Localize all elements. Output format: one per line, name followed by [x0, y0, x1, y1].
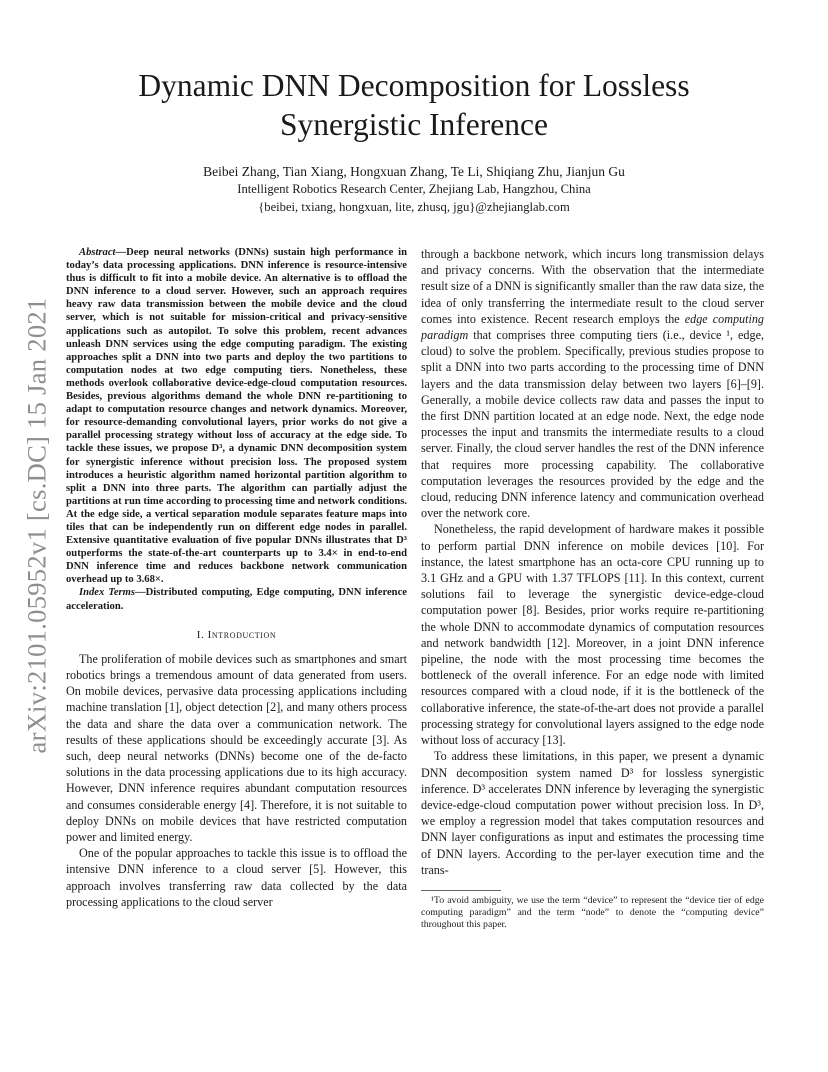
abstract: [66, 246, 407, 586]
intro-paragraph-3-part-a: through a backbone network, which incurs long transmission delays and privacy concerns. With the observation that the intermediate result size of a DNN is significantly smaller than the raw data size, the idea of only transferring the intermediate result to the cloud server comes into existence. Recent research employs the: [421, 247, 764, 326]
affiliation: Intelligent Robotics Research Center, Zhejiang Lab, Hangzhou, China: [237, 182, 591, 196]
footnote-1: ¹To avoid ambiguity, we use the term “device” to represent the “device tier of edge computing paradigm” and the term “node” to denote the “computing device” throughout this paper.: [421, 894, 764, 930]
paper-title: [60, 66, 768, 144]
email-list: {beibei, txiang, hongxuan, lite, zhusq, jgu}@zhejianglab.com: [258, 200, 570, 214]
edge-computing-paradigm-term: edge computing paradigm: [421, 311, 764, 343]
abstract-text: —Deep neural networks (DNNs) sustain high performance in today’s data processing applications. DNN inference is resource-intensive thus is difficult to fit into a mobile device. An alternative is to offload the DNN inference to a cloud server. However, such an approach requires heavy raw data transmission between the mobile device and the cloud server, which is not suitable for mission-critical and privacy-sensitive applications such as autopilot. To solve this problem, recent advances unleash DNN services using the edge computing paradigm. The existing approaches split a DNN into two parts and deploy the two partitions to computation nodes at two edge computing tiers. Nonetheless, these methods overlook collaborative device-edge-cloud computation resources. Besides, previous algorithms demand the whole DNN re-partitioning to adapt to computation resource changes and network dynamics. Moreover, for resource-demanding convolutional layers, prior works do not give a parallel processing strategy without loss of accuracy at the edge side. To tackle these issues, we propose D³, a dynamic DNN decomposition system for synergistic inference without precision loss. The proposed system introduces a heuristic algorithm named horizontal partition algorithm to split a DNN into three parts. The algorithm can partially adjust the partitions at run time according to processing time and network conditions. At the edge side, a vertical separation module separates feature maps into tiles that can be independently run on different edge nodes in parallel. Extensive quantitative evaluation of five popular DNNs illustrates that D³ outperforms the state-of-the-art counterparts up to 3.4× in end-to-end DNN inference time and reduces backbone network communication overhead up to 3.68×.: [66, 247, 407, 586]
intro-paragraph-2: One of the popular approaches to tackle this issue is to offload the intensive DNN inference to a cloud server [5]. However, this approach involves transferring raw data collected by the data processing applications to the cloud server: [66, 846, 407, 909]
title-line-1: Dynamic DNN Decomposition for Lossless: [138, 68, 690, 103]
left-column: [66, 246, 407, 910]
index-terms-text: —Distributed computing, Edge computing, DNN inference acceleration.: [66, 587, 407, 612]
abstract-label: Abstract: [79, 247, 116, 258]
arxiv-identifier-text: arXiv:2101.05952v1 [cs.DC] 15 Jan 2021: [21, 297, 52, 753]
intro-paragraph-4: Nonetheless, the rapid development of hardware makes it possible to perform partial DNN inference on mobile devices [10]. For instance, the latest smartphone has an octa-core CPU running up to 3.1 GHz and a GPU with 1.37 TFLOPS [11]. In this context, current solutions fail to leverage the synergistic device-edge-cloud computation power [8]. Besides, prior works require re-partitioning the whole DNN to accommodate dynamics of computation resources and network bandwidth [12]. Moreover, in a joint DNN inference pipeline, the node with the most processing time becomes the bottleneck of the overall inference. For an edge node with limited resources compared with a cloud node, if it is the bottleneck of the collaborative inference, the state-of-the-art does not provide a parallel processing strategy for convolutional layers assigned to the edge node without loss of accuracy [13].: [421, 522, 764, 748]
intro-paragraph-1: The proliferation of mobile devices such as smartphones and smart robotics brings a tremendous amount of data generated from users. On mobile devices, pervasive data processing applications including machine translation [1], object detection [2], and many others process the data and share the data over a communication network. The results of these applications should be exceedingly accurate [3]. As such, deep neural networks (DNNs) become one of the de-facto solutions in the data processing applications due to its high accuracy. However, DNN inference requires abundant computation resources and consumes considerable energy [4]. Therefore, it is not suitable to deploy DNNs on mobile devices that have restricted computation power and limited energy.: [66, 651, 407, 845]
index-terms-label: Index Terms: [79, 587, 136, 599]
intro-paragraph-3: [421, 246, 764, 521]
right-column: [421, 246, 764, 931]
intro-paragraph-5: To address these limitations, in this paper, we present a dynamic DNN decomposition system named D³ for lossless synergistic inference. D³ accelerates DNN inference by leveraging the synergistic device-edge-cloud computation power without precision loss. In D³, we employ a regression model that takes computation resources and DNN layer configurations as input and estimates the processing time of DNN layers. According to the per-layer execution time and the trans-: [421, 749, 764, 877]
intro-paragraph-3-part-b: that comprises three computing tiers (i.e., device ¹, edge, cloud) to solve the problem. Specifically, previous studies propose to split a DNN into two parts according to the processing time of DNN layers and the data transmission delay between two layers [6]–[9]. Generally, a mobile device collects raw data and passes the input to the first DNN partition located at an edge node. Next, the edge node processes the input and transmits the intermediate results to a cloud server. Finally, the cloud server handles the rest of the DNN inference that requires more processing capability. The collaborative computation leverages the resources provided by the edge and the cloud, reducing DNN inference latency and communication overhead over the network core.: [421, 328, 764, 521]
author-list: Beibei Zhang, Tian Xiang, Hongxuan Zhang, Te Li, Shiqiang Zhu, Jianjun Gu: [203, 164, 625, 179]
footnote-divider: [421, 890, 501, 891]
section-heading-introduction: I. Introduction: [196, 628, 277, 641]
arxiv-identifier: [22, 290, 52, 760]
title-line-2: Synergistic Inference: [280, 107, 548, 142]
index-terms: [66, 586, 407, 612]
